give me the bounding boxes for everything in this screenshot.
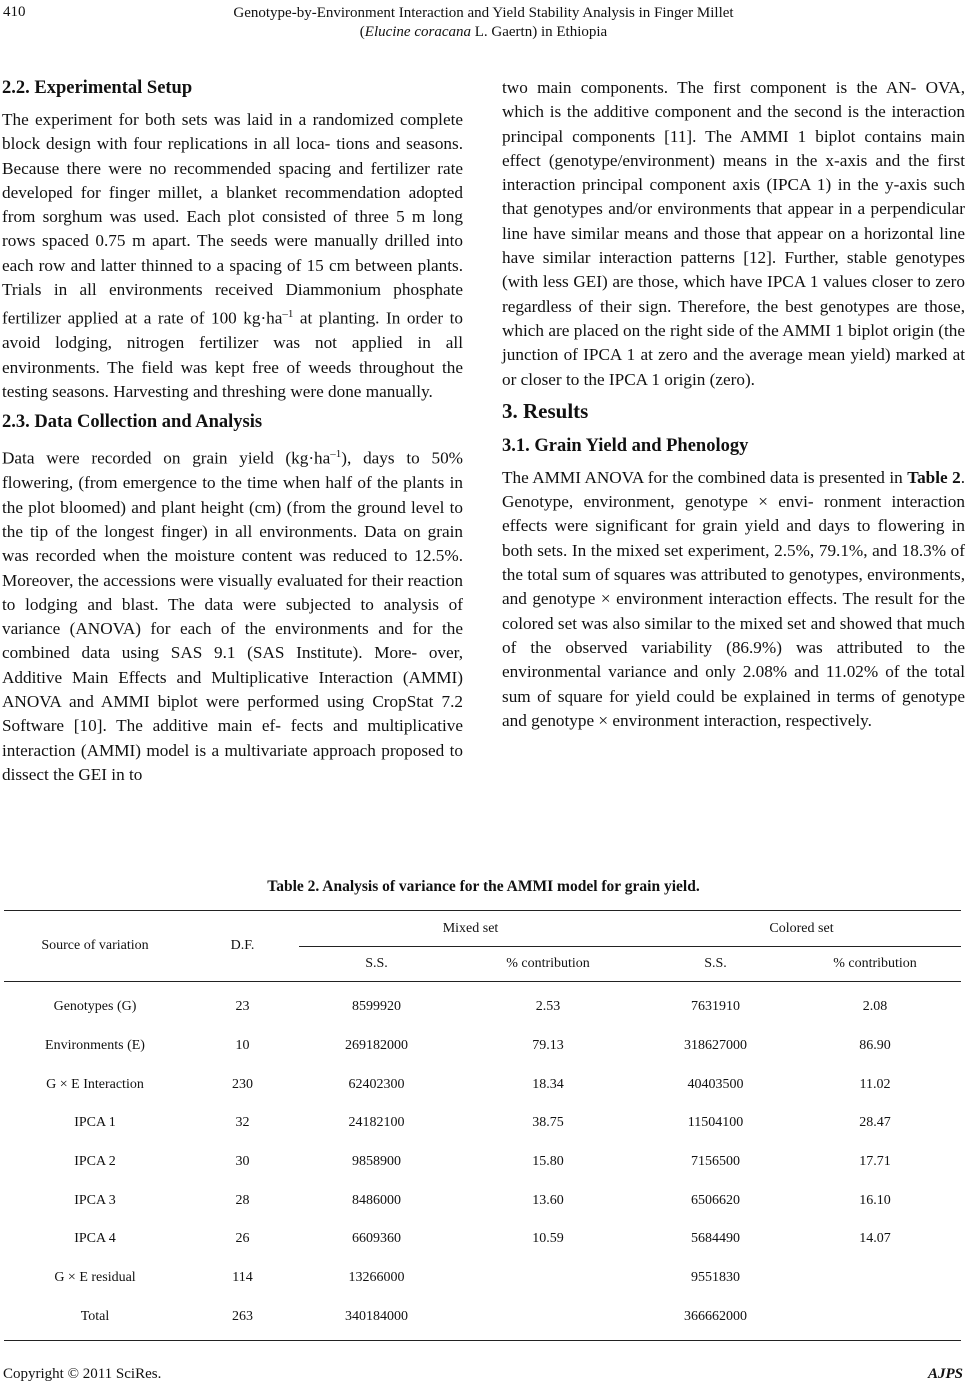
header-mixed-set: Mixed set (299, 911, 642, 947)
table-row (4, 1259, 961, 1298)
cell-ss-colored: 9551830 (691, 1270, 740, 1286)
cell-ss-colored: 7631910 (691, 999, 740, 1015)
cell-pct-colored: 2.08 (862, 999, 888, 1015)
header-ss-mixed: S.S. (299, 947, 454, 982)
right-column (502, 76, 965, 739)
cell-pct-mixed: 15.80 (532, 1154, 564, 1170)
table-caption: Table 2. Analysis of variance for the AMMI model for grain yield. (267, 878, 700, 895)
cell-pct-colored (789, 1298, 961, 1341)
cell-pct-colored: 14.07 (859, 1231, 891, 1247)
cell-pct-colored: 28.47 (859, 1115, 891, 1131)
page-number: 410 (3, 4, 26, 20)
cell-source: Environments (E) (45, 1038, 145, 1054)
copyright-notice: Copyright © 2011 SciRes. (3, 1366, 162, 1382)
header-pct-mixed: % contribution (454, 947, 642, 982)
section-heading-data: 2.3. Data Collection and Analysis (2, 412, 263, 433)
running-header (0, 4, 967, 42)
running-subtitle: (Elucine coracana L. Gaertn) in Ethiopia (359, 24, 608, 40)
species-name: Elucine coracana (364, 24, 471, 40)
journal-abbreviation: AJPS (927, 1366, 963, 1382)
cell-ss-mixed: 9858900 (352, 1154, 401, 1170)
cell-ss-colored: 6506620 (691, 1192, 740, 1208)
cell-source: G × E Interaction (46, 1076, 144, 1092)
running-title: Genotype-by-Environment Interaction and Yield Stability Analysis in Finger Millet (233, 5, 734, 21)
cell-source: Total (4, 1298, 186, 1341)
cell-ss-mixed: 340184000 (299, 1298, 454, 1341)
header-colored-set: Colored set (642, 911, 961, 947)
cell-pct-mixed: 13.60 (532, 1192, 564, 1208)
cell-pct-mixed: 2.53 (535, 999, 561, 1015)
cell-pct-mixed (454, 1298, 642, 1341)
cell-df: 230 (232, 1076, 253, 1092)
cell-df: 10 (235, 1038, 250, 1054)
cell-source: Genotypes (G) (53, 999, 137, 1015)
table-row (4, 1065, 961, 1104)
cell-ss-colored: 5684490 (691, 1231, 740, 1247)
anova-table (4, 910, 961, 1341)
cell-ss-mixed: 13266000 (348, 1270, 405, 1286)
cell-ss-mixed: 62402300 (348, 1076, 405, 1092)
cell-pct-mixed: 10.59 (532, 1231, 564, 1247)
cell-source: IPCA 2 (74, 1154, 116, 1170)
cell-pct-colored: 16.10 (859, 1192, 891, 1208)
section-heading-grain: 3.1. Grain Yield and Phenology (502, 435, 749, 456)
table-reference: Table 2 (907, 467, 961, 487)
table-row (4, 1027, 961, 1066)
cell-df: 26 (235, 1231, 250, 1247)
cell-df: 30 (235, 1154, 250, 1170)
table-row (4, 1220, 961, 1259)
table-row (4, 1143, 961, 1182)
cell-ss-colored: 11504100 (687, 1115, 744, 1131)
header-ss-colored: S.S. (642, 947, 789, 982)
paragraph-results: The AMMI ANOVA for the combined data is presented in Table 2. Genotype, environment, genotype × envi- ronment interaction effects were significant for grain yield and days to flowering in both sets. In the mixed set experiment, 2.5%, 79.1%, and 18.3% of the total sum of squares was attributed to genotypes, environments, and genotype × environment interaction effects. The result for the colored set was also similar to the mixed set and showed that much of the observed variability (86.9%) was attributed to the environmental variance and only 2.08% and 11.02% of the total sum of square for yield could be explained in terms of genotype and genotype × environment interaction, respectively. (502, 467, 965, 730)
cell-df: 23 (235, 999, 250, 1015)
cell-pct-colored: 17.71 (859, 1154, 891, 1170)
cell-pct-mixed: 18.34 (532, 1076, 564, 1092)
table-row (4, 1181, 961, 1220)
cell-ss-colored: 7156500 (691, 1154, 740, 1170)
cell-pct-mixed: 79.13 (532, 1038, 564, 1054)
cell-pct-colored: 11.02 (859, 1076, 891, 1092)
header-df: D.F. (186, 911, 299, 982)
cell-df: 32 (235, 1115, 250, 1131)
cell-df: 28 (235, 1192, 250, 1208)
cell-ss-colored: 40403500 (687, 1076, 744, 1092)
cell-ss-colored: 366662000 (642, 1298, 789, 1341)
section-heading-setup: 2.2. Experimental Setup (2, 78, 193, 98)
cell-source: G × E residual (54, 1270, 136, 1286)
table-row (4, 1298, 961, 1341)
cell-ss-mixed: 8486000 (352, 1192, 401, 1208)
cell-source: IPCA 1 (74, 1115, 116, 1131)
left-column (2, 76, 463, 793)
cell-pct-colored: 86.90 (859, 1038, 891, 1054)
header-pct-colored: % contribution (789, 947, 961, 982)
header-source: Source of variation (4, 911, 186, 982)
cell-ss-colored: 318627000 (684, 1038, 747, 1054)
table-row (4, 982, 961, 1027)
cell-source: IPCA 4 (74, 1231, 116, 1247)
cell-pct-mixed: 38.75 (532, 1115, 564, 1131)
cell-source: IPCA 3 (74, 1192, 116, 1208)
cell-ss-mixed: 8599920 (352, 999, 401, 1015)
section-heading-results: 3. Results (502, 398, 589, 423)
cell-ss-mixed: 6609360 (352, 1231, 401, 1247)
cell-df: 114 (232, 1270, 253, 1286)
cell-ss-mixed: 24182100 (348, 1115, 405, 1131)
cell-pct-mixed (454, 1259, 642, 1298)
cell-df: 263 (186, 1298, 299, 1341)
page-footer (3, 1366, 963, 1383)
cell-pct-colored (789, 1259, 961, 1298)
paragraph-setup: The experiment for both sets was laid in a randomized complete block design with four replications in all loca- tions and seasons. Because there were no recommended spacing and fertilizer rate developed for finger millet, a blanket recommendation adopted from sorghum was used. Each plot consisted of three 5 m long rows spaced 0.75 m apart. The seeds were manually drilled into each row and latter thinned to a spacing of 15 cm between plants. Trials in all environments received Diammonium phosphate fertilizer applied at a rate of 100 $kg\cdot ha^{-1}$ at planting. In order to avoid lodging, nitrogen fertilizer was not applied in all environments. The field was kept free of weeds throughout the testing seasons. Harvesting and threshing were done manually. (2, 110, 463, 401)
table-row (4, 1104, 961, 1143)
paragraph-data: Data were recorded on grain yield $(kg\cdot ha^{-1})$, days to 50% flowering, (from emergence to the time when half of the plants in the plot bloomed) and plant height (cm) (from the ground level to the tip of the longest finger) in all environments. Data on grain was recorded when the moisture content was reduced to 12.5%. Moreover, the accessions were visually evaluated for their reaction to lodging and blast. The data were subjected to analysis of variance (ANOVA) for each of the environments and for the combined data using SAS 9.1 (SAS Institute). More- over, Additive Main Effects and Multiplicative Interaction (AMMI) ANOVA and AMMI biplot were performed using CropStat 7.2 Software [10]. The additive main ef- fects and multiplicative interaction (AMMI) model is a multivariate approach proposed to dissect the GEI in to (2, 448, 463, 784)
paragraph-ammi: two main components. The first component is the AN- OVA, which is the additive component and the second is the interaction principal components [11]. The AMMI 1 biplot contains main effect (genotype/environment) means in the x-axis and the first interaction principal component axis (IPCA 1) in the y-axis such that genotypes and/or environments that appear in a perpendicular line have similar means and those that appear on a horizontal line have similar interaction patterns [12]. Further, stable genotypes (with less GEI) are those, which have IPCA 1 values closer to zero regardless of their sign. Therefore, the best genotypes are those, which are placed on the right side of the AMMI 1 biplot origin (the junction of IPCA 1 at zero and the average mean yield) marked at or closer to the IPCA 1 origin (zero). (502, 78, 965, 389)
cell-ss-mixed: 269182000 (345, 1038, 408, 1054)
